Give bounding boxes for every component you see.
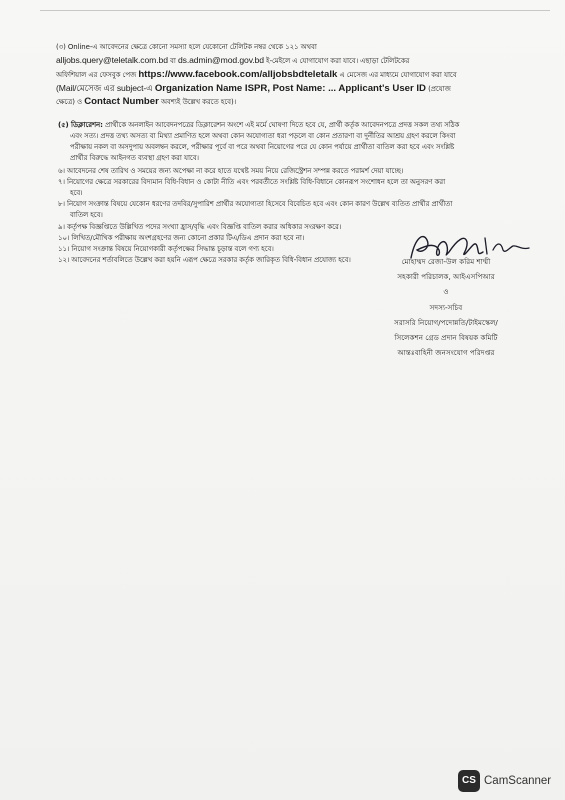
camscanner-logo-icon: CS	[458, 770, 480, 792]
online-para-line-3	[56, 70, 457, 80]
item-8	[58, 201, 452, 208]
signatory-name: মোহাম্মদ রেজা-উল করিম শাম্মী	[401, 257, 491, 266]
teletalk-email-link[interactable]: alljobs.query@teletalk.com.bd	[56, 55, 168, 65]
applicable-text: (প্রযোজ	[426, 85, 451, 93]
item-7-text-2: হবে।	[70, 189, 83, 197]
item-6	[58, 168, 403, 175]
declaration-text-1: প্রার্থীকে অনলাইন আবেদনপত্রের ডিক্লারেশন অংশে এই মর্মে ঘোষণা দিতে হবে যে, প্রার্থী কর্তৃক আবেদনপত্রে প্রদত্ত সকল তথ্য সঠিক	[102, 121, 460, 129]
facebook-label: অফিশিয়াল এর ফেসবুক পেজ	[56, 71, 139, 79]
declaration-line-3	[70, 144, 454, 151]
signatory-block	[356, 258, 536, 364]
declaration-text-3: পরীক্ষায় নকল বা অসদুপায় অবলম্বন করলে, পরীক্ষার পূর্বে বা পরে অথবা নিয়োগের পরে যে কোন পর্যায়ে প্রার্থীতা বাতিল করা হবে এবং সংশ্লিষ্ট	[70, 143, 455, 151]
org-name-format: Organization Name ISPR, Post Name: ... Applicant's User ID	[154, 83, 426, 94]
camscanner-label: CamScanner	[484, 775, 552, 787]
item-7	[58, 179, 445, 186]
online-para-line-1	[56, 44, 317, 51]
item-6-text: ৬। আবেদনের শেষ তারিখ ও সময়ের জন্য অপেক্ষা না করে হাতে যথেষ্ট সময় নিয়ে রেজিস্ট্রেশন সম্পন্ন করতে পরামর্শ দেয়া যাচ্ছে।	[58, 167, 404, 175]
declaration-line-2	[70, 133, 455, 140]
mod-email-link[interactable]: ds.admin@mod.gov.bd	[177, 55, 264, 65]
signatory-member: সদস্য-সচিব	[429, 302, 463, 312]
item-11	[58, 246, 274, 253]
declaration-text-2: এবং সত্য। প্রদত্ত তথ্য অসত্য বা মিথ্যা প্রমাণিত হলে অথবা কোন অযোগ্যতা ধরা পড়লে বা কোন প্রতারণা বা দুর্নীতির আশ্রয় গ্রহণ করলে কিংবা	[70, 132, 456, 140]
signatory-designation: সহকারী পরিচালক, আইএসপিআর	[397, 272, 495, 282]
declaration-line-1	[58, 122, 459, 129]
committee-line-2: সিলেকশন গ্রেড প্রদান বিষয়ক কমিটি	[394, 333, 498, 343]
online-line1-text: (৩) Online-এ আবেদনের ক্ষেত্রে কোনো সমস্যা হলে যেকোনো টেলিটক নম্বর থেকে ১২১ অথবা	[56, 43, 317, 51]
item-9-text: ৯। কর্তৃপক্ষ বিজ্ঞপ্তিতে উল্লিখিত পদের সংখ্যা হ্রাস/বৃদ্ধি এবং বিজ্ঞপ্তি বাতিল করার অধিকার সংরক্ষণ করে।	[58, 223, 342, 231]
item-10-text: ১০। লিখিত/মৌখিক পরীক্ষায় অংশগ্রহণের জন্য কোনো প্রকার টিএ/ডিএ প্রদান করা হবে না।	[58, 234, 305, 242]
declaration-line-4	[70, 155, 199, 162]
item-12	[58, 257, 351, 264]
item-7-cont	[70, 190, 83, 197]
item-8-text-2: বাতিল হবে।	[70, 211, 103, 219]
office-name: আন্তঃবাহিনী জনসংযোগ পরিদপ্তর	[397, 348, 495, 358]
must-mention-text: অবশ্যই উল্লেখ করতে হবে)।	[158, 98, 236, 106]
item-9	[58, 224, 341, 231]
item-11-text: ১১। নিয়োগ সংক্রান্ত বিষয়ে নিয়োগকারী কর্তৃপক্ষের সিদ্ধান্ত চূড়ান্ত বলে গণ্য হবে।	[58, 245, 274, 253]
item-7-text: ৭। নিয়োগের ক্ষেত্রে সরকারের বিদ্যমান বিধি-বিধান ও কোটা নীতি এবং পরবর্তীতে সংশ্লিষ্ট বিধি-বিধানে কোনরূপ সংশোধন হলে তা অনুসরণ করা	[58, 178, 446, 186]
case-text: ক্ষেত্রে) ও	[56, 98, 85, 106]
mail-subject-label: (Mail/মেসেজ এর subject-এ	[56, 83, 155, 93]
or-text: বা	[167, 57, 178, 65]
item-8-cont	[70, 212, 103, 219]
email-contact-text: ই-মেইলে এ যোগাযোগ করা যাবে। এছাড়া টেলিটকের	[263, 57, 410, 65]
item-8-text: ৮। নিয়োগ সংক্রান্ত বিষয়ে যেকোন ধরণের তদবির/সুপারিশ প্রার্থীর অযোগ্যতা হিসেবে বিবেচিত হবে এবং কোন কারণ উল্লেখ ব্যতিত প্রার্থীর প্রার্থীতা	[58, 200, 453, 208]
item-10	[58, 235, 304, 242]
online-para-line-4	[56, 84, 451, 94]
online-para-line-2	[56, 56, 409, 65]
page-top-edge	[40, 10, 550, 11]
signatory-and: ও	[443, 287, 449, 297]
committee-line-1: সরাসরি নিয়োগ/পদোন্নতি/টাইমস্কেল/	[394, 317, 498, 327]
declaration-label: (৫) ডিক্লারেশন:	[58, 121, 103, 129]
facebook-url-link[interactable]: https://www.facebook.com/alljobsbdteletalk	[138, 69, 338, 80]
contact-number-text: Contact Number	[84, 96, 159, 107]
item-12-text: ১২। আবেদনের শর্তাবলিতে উল্লেখ করা হয়নি এরূপ ক্ষেত্রে সরকার কর্তৃক জারিকৃত বিধি-বিধান প্রযোজ্য হবে।	[58, 256, 351, 264]
declaration-text-4: প্রার্থীর বিরুদ্ধে আইনগত ব্যবস্থা গ্রহণ করা যাবে।	[70, 154, 199, 162]
facebook-message-text: এ মেসেজ এর মাধ্যমে যোগাযোগ করা যাবে	[337, 71, 457, 79]
online-para-line-5	[56, 97, 236, 107]
